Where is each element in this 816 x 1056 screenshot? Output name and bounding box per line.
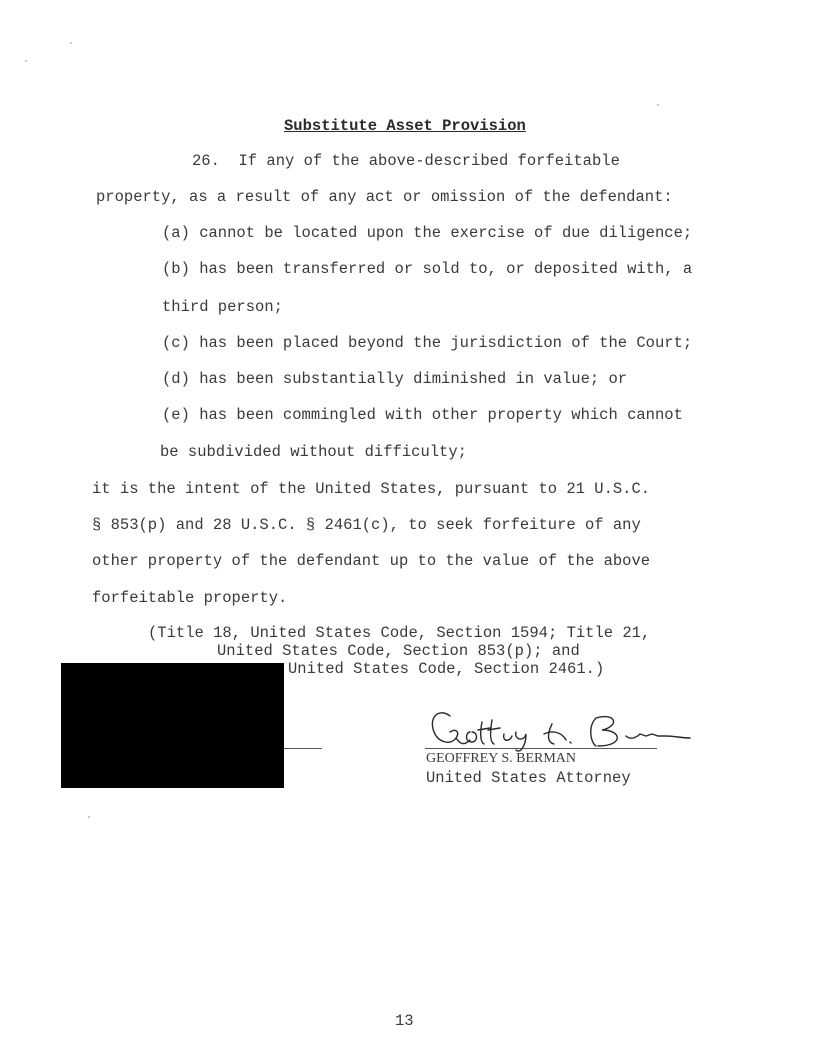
section-heading: Substitute Asset Provision <box>284 117 526 135</box>
page-number: 13 <box>395 1012 414 1030</box>
item-b-line-1: (b) has been transferred or sold to, or deposited with, a <box>162 260 693 278</box>
item-c: (c) has been placed beyond the jurisdiction of the Court; <box>162 334 693 352</box>
citation-line-2: United States Code, Section 853(p); and <box>217 642 580 660</box>
citation-line-3: United States Code, Section 2461.) <box>288 660 605 678</box>
item-b-line-2: third person; <box>162 298 283 316</box>
item-e-line-1: (e) has been commingled with other property which cannot <box>162 406 683 424</box>
scan-speck <box>657 104 659 106</box>
closing-line-4: forfeitable property. <box>92 589 288 607</box>
closing-line-2: § 853(p) and 28 U.S.C. § 2461(c), to seek forfeiture of any <box>92 516 641 534</box>
closing-line-1: it is the intent of the United States, pursuant to 21 U.S.C. <box>92 480 651 498</box>
item-e-line-2: be subdivided without difficulty; <box>160 443 467 461</box>
scan-speck <box>70 42 72 44</box>
signer-name: GEOFFREY S. BERMAN <box>426 751 577 766</box>
citation-line-1: (Title 18, United States Code, Section 1594; Title 21, <box>148 624 651 642</box>
item-d: (d) has been substantially diminished in value; or <box>162 370 628 388</box>
paragraph-26-intro-line-2: property, as a result of any act or omission of the defendant: <box>96 188 673 206</box>
signer-title: United States Attorney <box>426 769 631 787</box>
scan-speck <box>88 816 90 818</box>
closing-line-3: other property of the defendant up to the value of the above <box>92 552 651 570</box>
item-a: (a) cannot be located upon the exercise of due diligence; <box>162 224 693 242</box>
scan-speck <box>25 60 27 62</box>
paragraph-26-intro-line-1: 26. If any of the above-described forfeitable <box>192 152 620 170</box>
redaction-box <box>61 663 284 788</box>
signature-line-left <box>284 748 322 749</box>
